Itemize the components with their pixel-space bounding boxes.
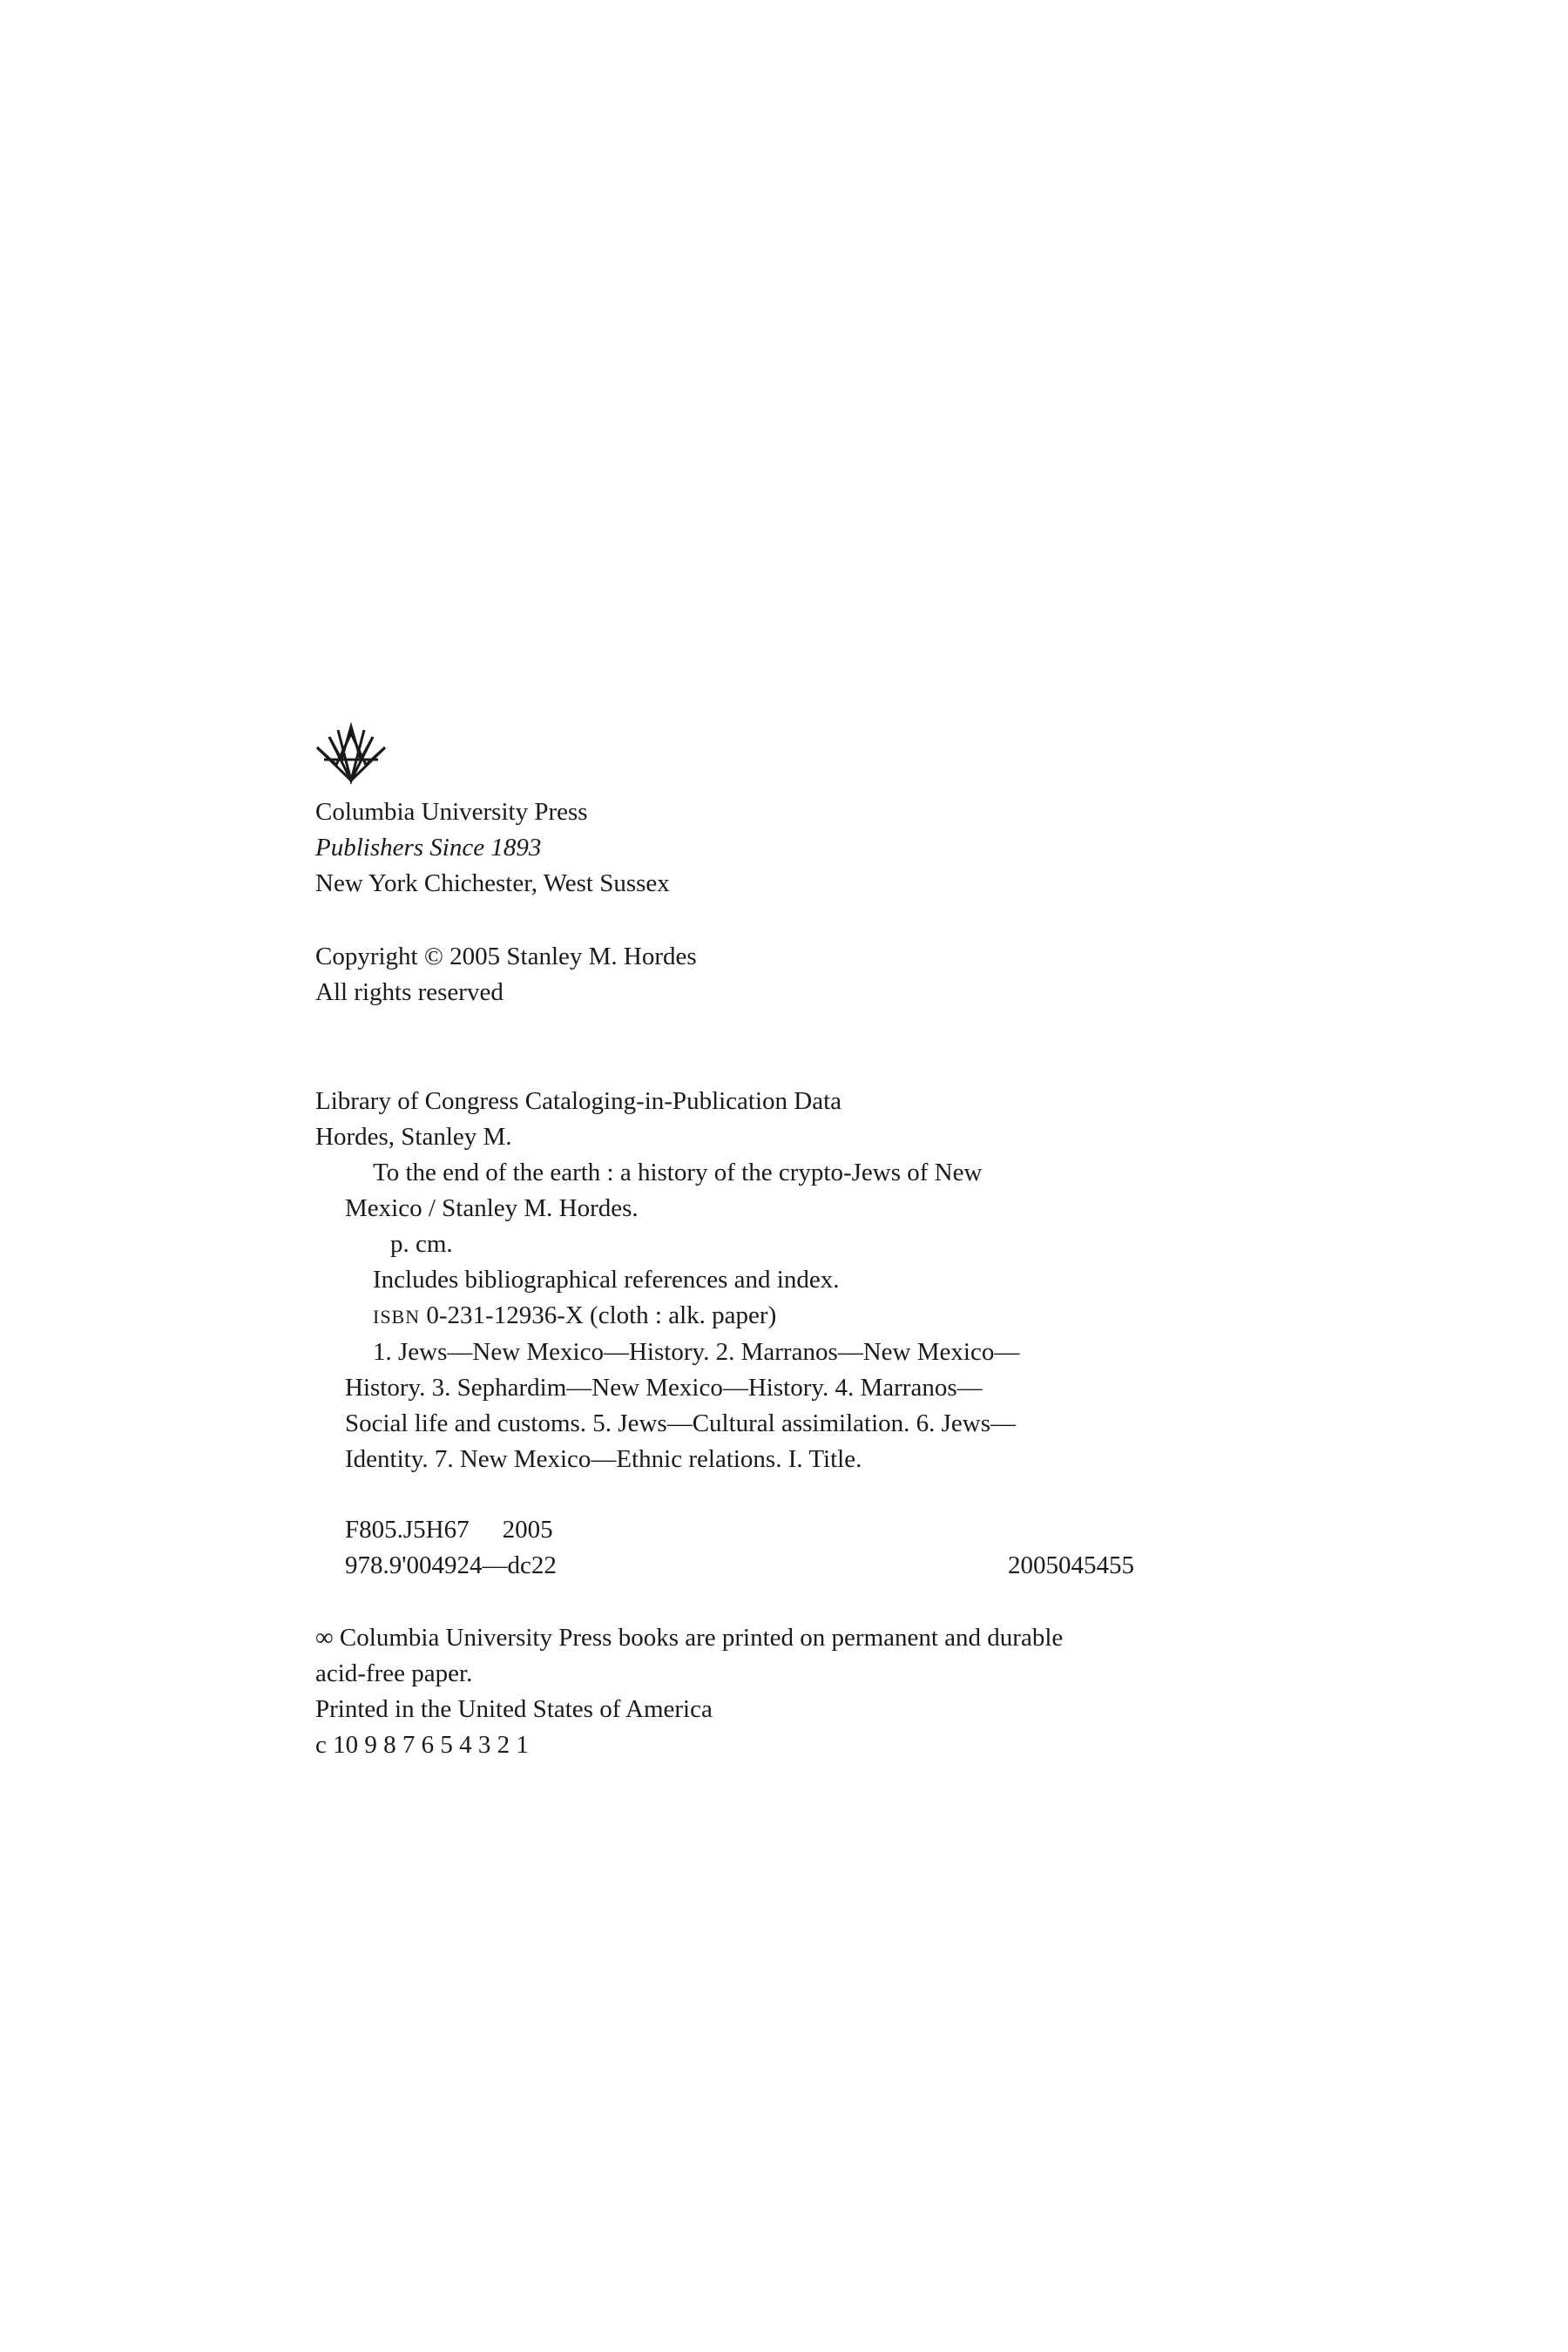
copyright-block: [315, 939, 1230, 1010]
paper-printing-block: [315, 1620, 1230, 1763]
cip-notes: Includes bibliographical references and index.: [373, 1266, 840, 1294]
publisher-name: Columbia University Press: [315, 798, 588, 826]
publisher-locations: New York Chichester, West Sussex: [315, 869, 670, 897]
dewey-number: 978.9'004924—dc22: [345, 1551, 557, 1579]
publisher-tagline: Publishers Since 1893: [315, 834, 542, 862]
lccn: 2005045455: [1008, 1551, 1134, 1579]
classification-block: [315, 1512, 1230, 1584]
dewey-row: [315, 1548, 1134, 1584]
cip-title-line-1: To the end of the earth : a history of the crypto-Jews of New: [373, 1159, 983, 1186]
cip-block: [315, 1084, 1230, 1477]
paper-notice-line-2: acid-free paper.: [315, 1659, 473, 1687]
crown-logo-icon: [312, 721, 390, 784]
cip-subject-line: Social life and customs. 5. Jews—Cultural assimilation. 6. Jews—: [345, 1409, 1017, 1437]
cip-author: Hordes, Stanley M.: [315, 1123, 512, 1151]
isbn-value: 0-231-12936-X (cloth : alk. paper): [426, 1301, 777, 1329]
paper-notice-line-1: ∞ Columbia University Press books are printed on permanent and durable: [315, 1624, 1064, 1652]
printing-line: c 10 9 8 7 6 5 4 3 2 1: [315, 1731, 529, 1759]
printed-country: Printed in the United States of America: [315, 1695, 713, 1723]
publisher-block: [315, 794, 1230, 902]
copyright-notice: Copyright © 2005 Stanley M. Hordes: [315, 943, 697, 970]
cip-subject-line: 1. Jews—New Mexico—History. 2. Marranos—New Mexico—: [373, 1338, 1020, 1366]
lc-year: 2005: [502, 1516, 553, 1544]
isbn-label: ISBN: [373, 1306, 421, 1328]
cip-subject-line: History. 3. Sephardim—New Mexico—History. 4. Marranos—: [345, 1374, 983, 1402]
cip-subject-line: Identity. 7. New Mexico—Ethnic relations. I. Title.: [345, 1445, 862, 1473]
cip-pagination: p. cm.: [390, 1230, 453, 1258]
lc-call-number: F805.J5H67: [345, 1516, 470, 1544]
lc-call-number-line: [315, 1512, 1230, 1548]
cip-isbn: [315, 1298, 1230, 1335]
cip-title-line-2: Mexico / Stanley M. Hordes.: [345, 1194, 639, 1222]
rights-statement: All rights reserved: [315, 978, 504, 1006]
cip-heading: Library of Congress Cataloging-in-Publication Data: [315, 1087, 842, 1115]
